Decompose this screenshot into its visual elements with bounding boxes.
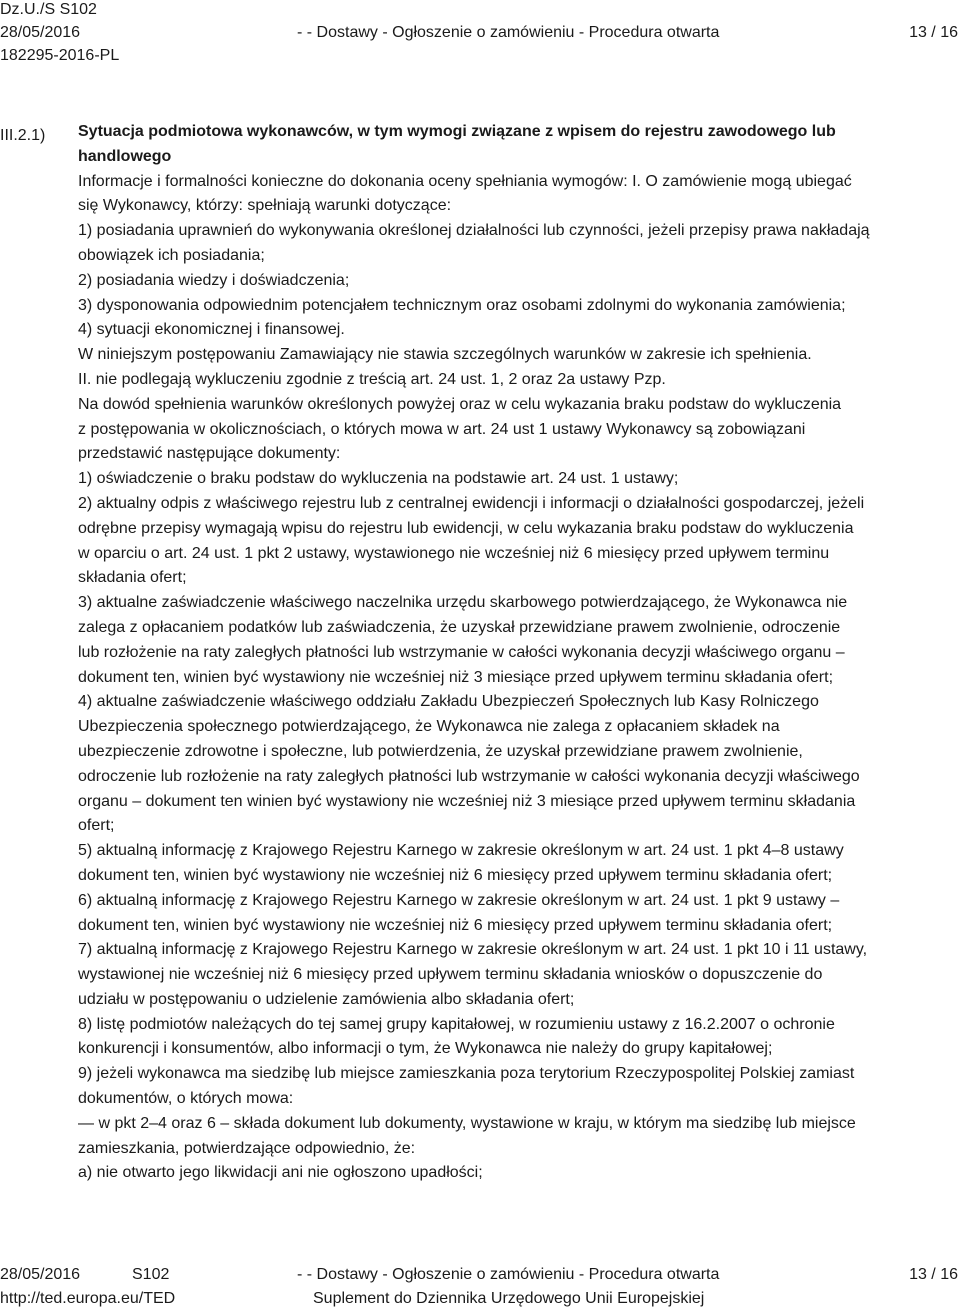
notice-id: 182295-2016-PL — [0, 47, 120, 64]
body-line: przedstawić następujące dokumenty: — [78, 445, 341, 463]
body-line: wystawionej nie wcześniej niż 6 miesięcy przed upływem terminu składania wniosków o dopuszczenie do — [78, 966, 823, 984]
header-date: 28/05/2016 — [0, 24, 81, 41]
body-line: 1) oświadczenie o braku podstaw do wykluczenia na podstawie art. 24 ust. 1 ustawy; — [78, 470, 679, 488]
section-body — [78, 170, 958, 1187]
body-line: — w pkt 2–4 oraz 6 – składa dokument lub dokumenty, wystawione w kraju, w którym ma siedzibę lub miejsce — [78, 1114, 856, 1132]
body-line: W niniejszym postępowaniu Zamawiający nie stawia szczególnych warunków w zakresie ich spełnienia. — [78, 346, 812, 364]
footer-date: 28/05/2016 — [0, 1266, 81, 1283]
body-line: dokument ten, winien być wystawiony nie wcześniej niż 3 miesiące przed upływem terminu składania ofert; — [78, 668, 834, 686]
body-line: odroczenie lub rozłożenie na raty zaległych płatności lub wstrzymanie w całości wykonania decyzji właściwego — [78, 767, 860, 785]
body-line: odrębne przepisy wymagają wpisu do rejestru lub ewidencji, w celu wykazania braku podstaw do wykluczenia — [78, 519, 854, 537]
body-line: 2) posiadania wiedzy i doświadczenia; — [78, 271, 350, 289]
body-line: Na dowód spełnienia warunków określonych powyżej oraz w celu wykazania braku podstaw do wykluczenia — [78, 395, 842, 413]
body-line: organu – dokument ten winien być wystawiony nie wcześniej niż 3 miesiące przed upływem terminu składania — [78, 792, 856, 810]
body-line: 4) aktualne zaświadczenie właściwego oddziału Zakładu Ubezpieczeń Społecznych lub Kasy Rolniczego — [78, 693, 819, 711]
body-line: 3) dysponowania odpowiednim potencjałem technicznym oraz osobami zdolnymi do wykonania zamówienia; — [78, 296, 846, 314]
body-line: 6) aktualną informację z Krajowego Rejestru Karnego w zakresie określonym w art. 24 ust. 1 pkt 9 ustawy – — [78, 891, 840, 909]
body-line: konkurencji i konsumentów, albo informacji o tym, że Wykonawca nie należy do grupy kapitałowej; — [78, 1040, 773, 1058]
footer-page-number: 13 / 16 — [909, 1266, 958, 1283]
body-line: ofert; — [78, 817, 115, 835]
body-line: Informacje i formalności konieczne do dokonania oceny spełniania wymogów: I. O zamówienie mogą ubiegać — [78, 172, 852, 190]
header-title: - - Dostawy - Ogłoszenie o zamówieniu - Procedura otwarta — [297, 24, 720, 41]
body-line: dokument ten, winien być wystawiony nie wcześniej niż 6 miesięcy przed upływem terminu składania ofert; — [78, 866, 833, 884]
body-line: 9) jeżeli wykonawca ma siedzibę lub miejsce zamieszkania poza terytorium Rzeczypospolitej Polskiej zamiast — [78, 1065, 855, 1083]
body-line: się Wykonawcy, którzy: spełniają warunki dotyczące: — [78, 197, 452, 215]
body-line: dokumentów, o których mowa: — [78, 1090, 294, 1108]
body-line: Ubezpieczenia społecznego potwierdzającego, że Wykonawca nie zalega z opłacaniem składek na — [78, 718, 780, 736]
section-title — [78, 120, 958, 170]
body-line: udziału w postępowaniu o udzielenie zamówienia albo składania ofert; — [78, 990, 575, 1008]
doc-reference: Dz.U./S S102 — [0, 1, 97, 18]
body-line: 4) sytuacji ekonomicznej i finansowej. — [78, 321, 345, 339]
page-header — [0, 0, 960, 70]
body-line: ubezpieczenie zdrowotne i społeczne, lub potwierdzenia, że uzyskał przewidziane prawem zwolnienie, — [78, 742, 803, 760]
body-line: a) nie otwarto jego likwidacji ani nie ogłoszono upadłości; — [78, 1164, 483, 1182]
body-line: dokument ten, winien być wystawiony nie wcześniej niż 6 miesięcy przed upływem terminu składania ofert; — [78, 916, 833, 934]
section-number: III.2.1) — [0, 127, 46, 144]
footer-url[interactable]: http://ted.europa.eu/TED — [0, 1290, 176, 1307]
body-line: z postępowania w okolicznościach, o których mowa w art. 24 ust 1 ustawy Wykonawcy są zobowiązani — [78, 420, 806, 438]
body-line: 5) aktualną informację z Krajowego Rejestru Karnego w zakresie określonym w art. 24 ust. 1 pkt 4–8 ustawy — [78, 842, 844, 860]
footer-doc-code: S102 — [132, 1266, 170, 1283]
body-line: 8) listę podmiotów należących do tej samej grupy kapitałowej, w rozumieniu ustawy z 16.2.2007 o ochronie — [78, 1015, 835, 1033]
body-line: 1) posiadania uprawnień do wykonywania określonej działalności lub czynności, jeżeli przepisy prawa nakładają — [78, 222, 870, 240]
body-line: zalega z opłacaniem podatków lub zaświadczenia, że uzyskał przewidziane prawem zwolnienie, odroczenie — [78, 618, 841, 636]
body-line: zamieszkania, potwierdzające odpowiednio, że: — [78, 1139, 416, 1157]
body-line: w oparciu o art. 24 ust. 1 pkt 2 ustawy, wystawionego nie wcześniej niż 6 miesięcy przed upływem terminu — [78, 544, 830, 562]
body-line: składania ofert; — [78, 569, 187, 587]
section-title-line: Sytuacja podmiotowa wykonawców, w tym wymogi związane z wpisem do rejestru zawodowego lub — [78, 123, 836, 140]
body-line: II. nie podlegają wykluczeniu zgodnie z treścią art. 24 ust. 1, 2 oraz 2a ustawy Pzp. — [78, 370, 666, 388]
page-number: 13 / 16 — [909, 24, 958, 41]
footer-title: - - Dostawy - Ogłoszenie o zamówieniu - Procedura otwarta — [297, 1266, 720, 1283]
body-line: obowiązek ich posiadania; — [78, 246, 265, 264]
body-line: 2) aktualny odpis z właściwego rejestru lub z centralnej ewidencji i informacji o działalności gospodarczej, jeżeli — [78, 494, 865, 512]
footer-supplement: Suplement do Dziennika Urzędowego Unii Europejskiej — [313, 1290, 705, 1307]
section-title-line: handlowego — [78, 147, 172, 165]
body-line: 7) aktualną informację z Krajowego Rejestru Karnego w zakresie określonym w art. 24 ust. 1 pkt 10 i 11 ustawy, — [78, 941, 868, 959]
page-footer — [0, 1265, 960, 1311]
section-content — [78, 120, 958, 1186]
body-line: 3) aktualne zaświadczenie właściwego naczelnika urzędu skarbowego potwierdzającego, że Wykonawca nie — [78, 594, 848, 612]
body-line: lub rozłożenie na raty zaległych płatności lub wstrzymanie w całości wykonania decyzji właściwego organu – — [78, 643, 845, 661]
